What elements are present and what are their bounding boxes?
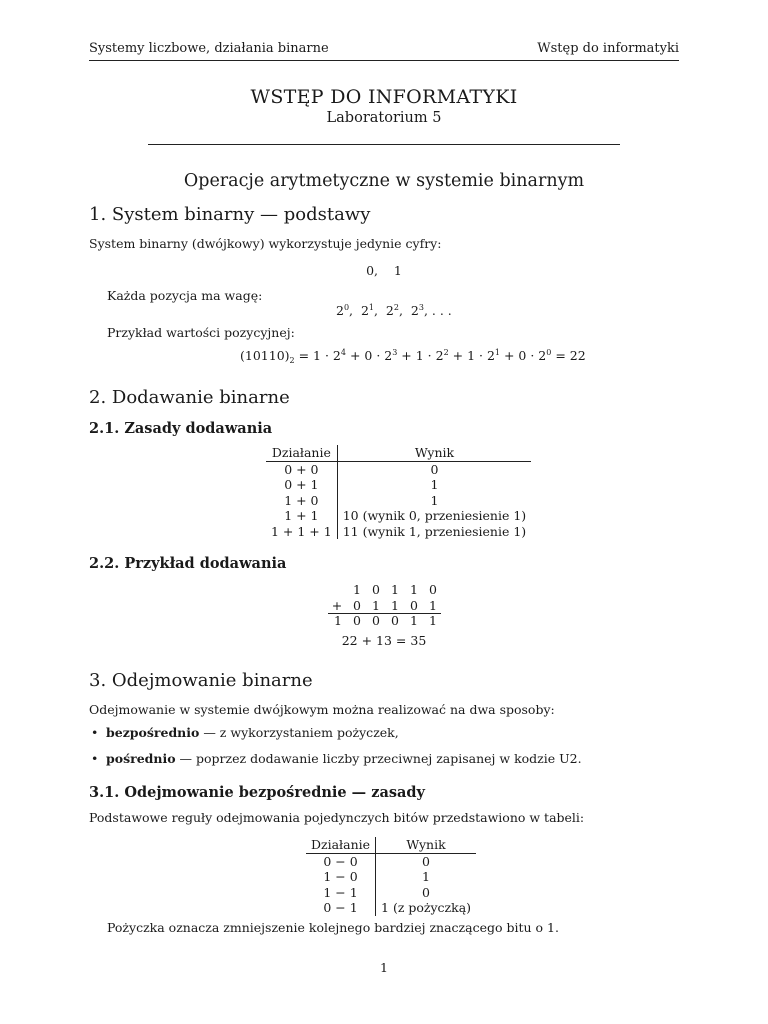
method-description: — z wykorzystaniem pożyczek, xyxy=(199,725,399,740)
table-header-result: Wynik xyxy=(376,837,477,853)
table-cell-operation: 0 + 0 xyxy=(266,461,337,477)
section-3-heading: 3. Odejmowanie binarne xyxy=(89,670,313,691)
sum-line xyxy=(328,613,441,614)
example-result: 22 xyxy=(569,348,586,363)
course-title: WSTĘP DO INFORMATYKI xyxy=(250,86,518,108)
table-row xyxy=(266,508,531,524)
method-name: pośrednio xyxy=(106,751,176,766)
table-cell-operation: 1 + 1 + 1 xyxy=(266,524,337,540)
section-3-1-intro: Podstawowe reguły odejmowania pojedynczych bitów przedstawiono w tabeli: xyxy=(89,810,585,825)
table-header-operation: Działanie xyxy=(306,837,376,853)
running-header-left: Systemy liczbowe, działania binarne xyxy=(89,41,329,56)
section-3-1-heading: 3.1. Odejmowanie bezpośrednie — zasady xyxy=(89,784,425,801)
addend-1-digit: 0 xyxy=(372,582,380,597)
table-cell-result: 0 xyxy=(430,461,439,477)
table-cell-result: 10 (wynik 0, przeniesienie 1) xyxy=(342,508,527,523)
addend-2-digit: 0 xyxy=(410,598,418,613)
addend-1-digit: 1 xyxy=(391,582,399,597)
table-cell-result: 1 xyxy=(430,492,439,508)
section-2-2-heading: 2.2. Przykład dodawania xyxy=(89,555,287,572)
table-row xyxy=(306,853,476,869)
section-2-heading: 2. Dodawanie binarne xyxy=(89,387,290,408)
table-cell-operation: 1 + 0 xyxy=(266,493,337,509)
positional-value-formula: $(10110)_2 = 1 \cdot 2^4 + 0 \cdot 2^3 + 1 \cdot 2^2 + 1 \cdot 2^1 + 0 \cdot 2^0 = 22$ xyxy=(240,348,586,365)
sum-digit: 1 xyxy=(429,613,437,628)
addend-1-digit: 0 xyxy=(429,582,437,597)
example-label: Przykład wartości pozycyjnej: xyxy=(107,325,295,340)
table-row xyxy=(306,885,476,901)
table-header-operation: Działanie xyxy=(266,445,337,461)
table-cell-operation: 0 + 1 xyxy=(266,477,337,493)
table-header-row xyxy=(266,445,531,461)
section-1-intro: System binarny (dwójkowy) wykorzystuje jedynie cyfry: xyxy=(89,236,442,251)
table-row xyxy=(266,524,531,540)
sum-digit: 1 xyxy=(410,613,418,628)
page-number: 1 xyxy=(380,960,388,975)
section-1-heading: 1. System binarny — podstawy xyxy=(89,204,371,225)
section-2-1-heading: 2.1. Zasady dodawania xyxy=(89,420,273,437)
bullet-icon: • xyxy=(91,725,99,740)
addend-2-digit: 1 xyxy=(391,598,399,613)
addend-2-digit: 0 xyxy=(353,598,361,613)
table-cell-result: 0 xyxy=(422,884,430,900)
table-cell-operation: 0 − 1 xyxy=(306,900,376,916)
table-row xyxy=(266,461,531,477)
header-rule xyxy=(89,60,679,61)
sum-digit: 0 xyxy=(353,613,361,628)
addition-rules-table xyxy=(266,445,531,539)
table-row xyxy=(306,900,476,916)
table-cell-operation: 1 − 0 xyxy=(306,869,376,885)
addend-1-digit: 1 xyxy=(410,582,418,597)
table-cell-result: 1 xyxy=(430,477,439,492)
lab-subtitle: Laboratorium 5 xyxy=(326,110,442,126)
sum-digit: 0 xyxy=(372,613,380,628)
binary-digits: 0, 1 xyxy=(366,263,402,278)
table-cell-result: 1 xyxy=(422,869,430,884)
weights-label: Każda pozycja ma wagę: xyxy=(107,288,263,303)
addend-2-digit: 1 xyxy=(429,598,437,613)
plus-sign: + xyxy=(331,598,343,613)
sum-digit: 1 xyxy=(334,613,342,628)
sum-digit: 0 xyxy=(391,613,399,628)
weights-formula: $2^0$, $2^1$, $2^2$, $2^3$, . . . xyxy=(336,303,452,318)
running-header-right: Wstęp do informatyki xyxy=(537,41,679,56)
decimal-check: 22 + 13 = 35 xyxy=(341,633,427,648)
table-cell-operation: 0 − 0 xyxy=(306,853,376,869)
table-row xyxy=(266,493,531,509)
list-item xyxy=(89,751,582,777)
title-rule xyxy=(148,144,620,145)
borrow-note: Pożyczka oznacza zmniejszenie kolejnego bardziej znaczącego bitu o 1. xyxy=(107,920,559,935)
method-description: — poprzez dodawanie liczby przeciwnej zapisanej w kodzie U2. xyxy=(175,751,582,766)
section-3-intro: Odejmowanie w systemie dwójkowym można realizować na dwa sposoby: xyxy=(89,702,555,717)
subtraction-rules-table xyxy=(306,837,476,916)
document-title: Operacje arytmetyczne w systemie binarnym xyxy=(183,171,585,191)
table-cell-operation: 1 + 1 xyxy=(266,508,337,524)
method-name: bezpośrednio xyxy=(106,725,200,740)
addend-1-digit: 1 xyxy=(353,582,361,597)
bullet-icon: • xyxy=(91,751,99,766)
list-item xyxy=(89,725,582,751)
table-row xyxy=(306,869,476,885)
table-row xyxy=(266,477,531,493)
table-cell-result: 11 (wynik 1, przeniesienie 1) xyxy=(342,523,527,539)
subtraction-methods-list xyxy=(89,725,582,777)
table-header-result: Wynik xyxy=(337,445,531,461)
table-cell-result: 1 (z pożyczką) xyxy=(381,900,472,915)
table-cell-operation: 1 − 1 xyxy=(306,885,376,901)
addend-2-digit: 1 xyxy=(372,598,380,613)
table-cell-result: 0 xyxy=(422,853,430,869)
table-header-row xyxy=(306,837,476,853)
